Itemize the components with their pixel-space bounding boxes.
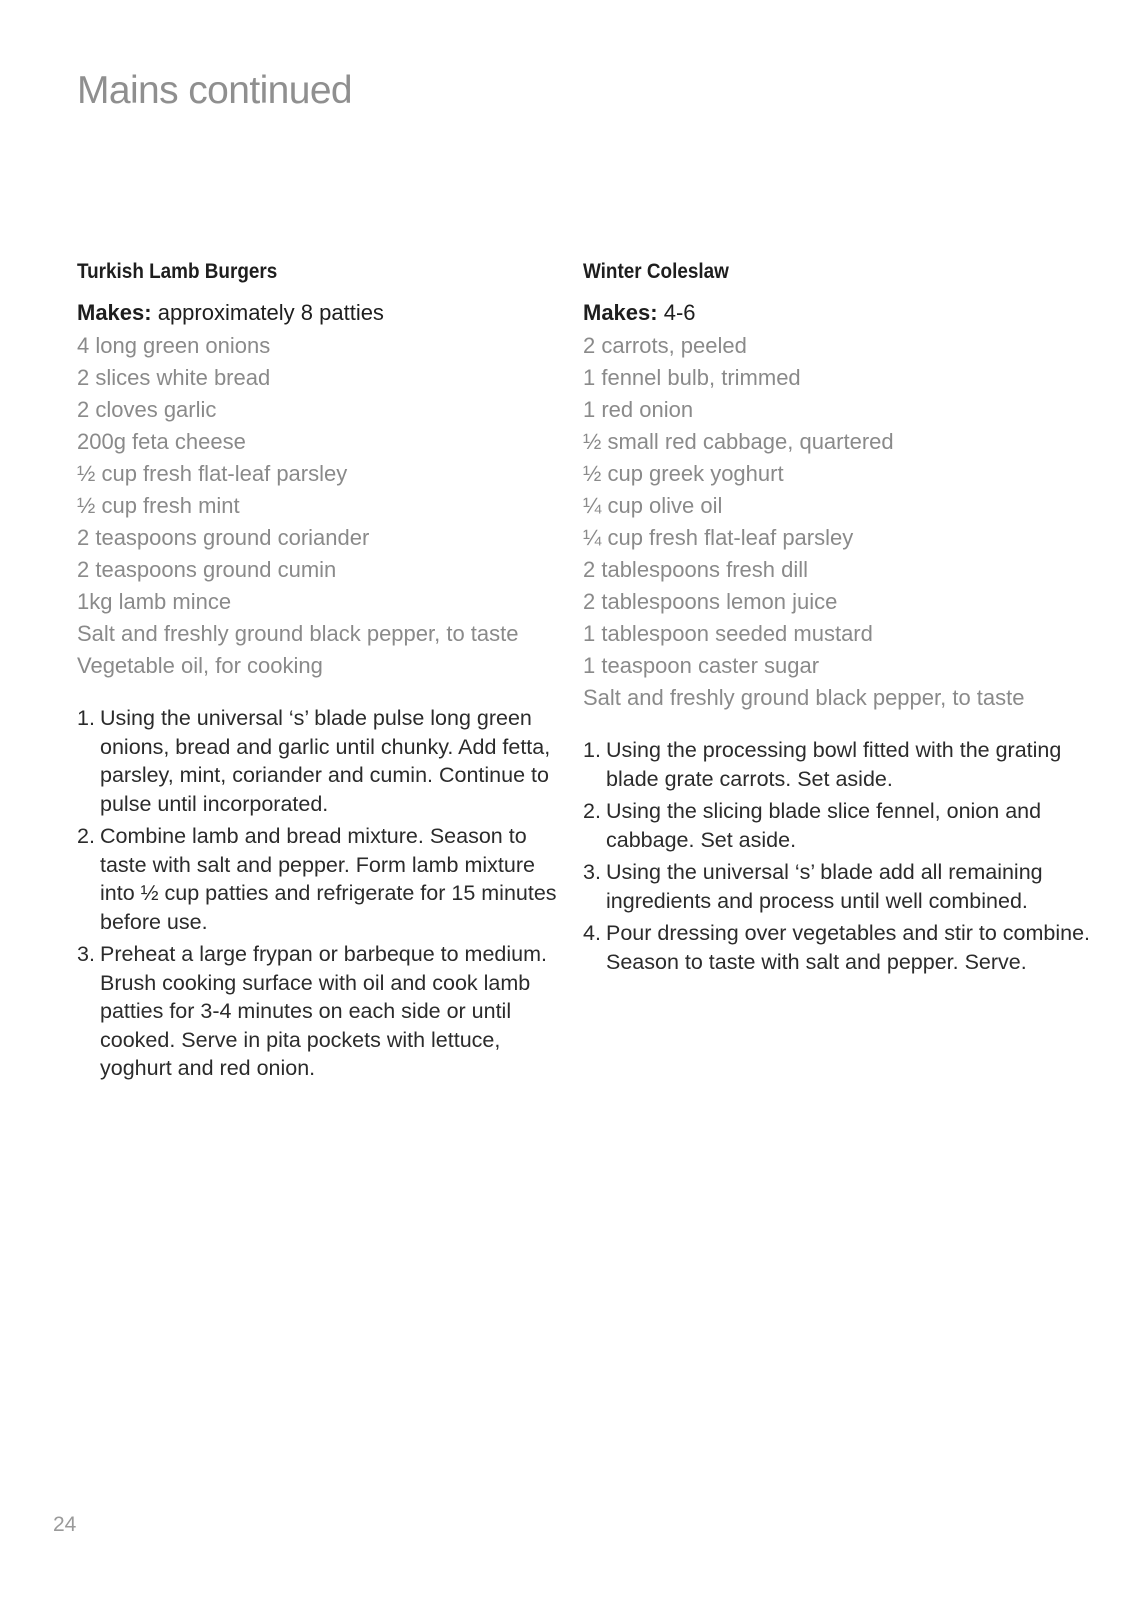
ingredient-item: 2 carrots, peeled	[583, 333, 747, 358]
recipe-turkish-lamb-burgers	[77, 258, 557, 1087]
ingredient-item: ½ cup greek yoghurt	[583, 461, 784, 486]
ingredient-item: ½ cup fresh mint	[77, 493, 240, 518]
method-step	[583, 919, 1103, 976]
ingredient-item: 2 tablespoons fresh dill	[583, 557, 809, 582]
ingredient-item: 2 cloves garlic	[77, 397, 217, 422]
step-text: Combine lamb and bread mixture. Season to taste with salt and pepper. Form lamb mixture into ½ cup patties and refrigerate for 15 minutes before use.	[100, 824, 557, 934]
ingredient-item: 2 teaspoons ground cumin	[77, 557, 337, 582]
ingredient-item: ½ cup fresh flat-leaf parsley	[77, 461, 348, 486]
recipe-title: Turkish Lamb Burgers	[77, 260, 278, 283]
method-step	[77, 940, 557, 1083]
recipe-title: Winter Coleslaw	[583, 260, 729, 283]
step-number: 1.	[583, 738, 601, 762]
method-step	[77, 704, 557, 818]
yield-label: Makes:	[77, 300, 152, 325]
ingredient-item: ¼ cup olive oil	[583, 493, 723, 518]
step-number: 3.	[77, 942, 95, 966]
yield-value: approximately 8 patties	[151, 300, 384, 325]
ingredient-item: 1 red onion	[583, 397, 694, 422]
step-number: 2.	[77, 824, 95, 848]
ingredient-item: Vegetable oil, for cooking	[77, 653, 323, 678]
method-step	[77, 822, 557, 936]
recipe-yield	[583, 298, 1103, 328]
ingredient-list	[77, 330, 557, 682]
yield-value: 4-6	[657, 300, 696, 325]
ingredient-item: 2 slices white bread	[77, 365, 271, 390]
step-number: 1.	[77, 706, 95, 730]
page-number: 24	[53, 1513, 77, 1536]
method-step	[583, 858, 1103, 915]
ingredient-item: ¼ cup fresh flat-leaf parsley	[583, 525, 854, 550]
ingredient-item: 4 long green onions	[77, 333, 271, 358]
ingredient-item: 1 teaspoon caster sugar	[583, 653, 820, 678]
step-number: 4.	[583, 921, 601, 945]
ingredient-item: 1 fennel bulb, trimmed	[583, 365, 801, 390]
step-text: Using the processing bowl fitted with the grating blade grate carrots. Set aside.	[606, 738, 1062, 791]
method-step	[583, 797, 1103, 854]
recipe-yield	[77, 298, 557, 328]
ingredient-item: 200g feta cheese	[77, 429, 246, 454]
ingredient-item: 2 teaspoons ground coriander	[77, 525, 370, 550]
step-text: Preheat a large frypan or barbeque to medium. Brush cooking surface with oil and cook lamb patties for 3-4 minutes on each side or until cooked. Serve in pita pockets with lettuce, yoghurt and red onion.	[100, 942, 547, 1080]
step-text: Using the universal ‘s’ blade add all remaining ingredients and process until well combined.	[606, 860, 1043, 913]
method-step	[583, 736, 1103, 793]
ingredient-item: 1kg lamb mince	[77, 589, 232, 614]
step-text: Using the universal ‘s’ blade pulse long green onions, bread and garlic until chunky. Add fetta, parsley, mint, coriander and cumin. Continue to pulse until incorporated.	[100, 706, 551, 816]
method-steps	[77, 704, 557, 1083]
ingredient-item: 2 tablespoons lemon juice	[583, 589, 838, 614]
ingredient-item: Salt and freshly ground black pepper, to taste	[583, 685, 1025, 710]
yield-label: Makes:	[583, 300, 658, 325]
step-text: Pour dressing over vegetables and stir to combine. Season to taste with salt and pepper. Serve.	[606, 921, 1091, 974]
page-title: Mains continued	[77, 69, 353, 112]
method-steps	[583, 736, 1103, 976]
ingredient-item: Salt and freshly ground black pepper, to taste	[77, 621, 519, 646]
step-number: 2.	[583, 799, 601, 823]
ingredient-item: 1 tablespoon seeded mustard	[583, 621, 873, 646]
ingredient-list	[583, 330, 1103, 714]
ingredient-item: ½ small red cabbage, quartered	[583, 429, 894, 454]
step-number: 3.	[583, 860, 601, 884]
step-text: Using the slicing blade slice fennel, onion and cabbage. Set aside.	[606, 799, 1042, 852]
recipe-winter-coleslaw	[583, 258, 1103, 980]
